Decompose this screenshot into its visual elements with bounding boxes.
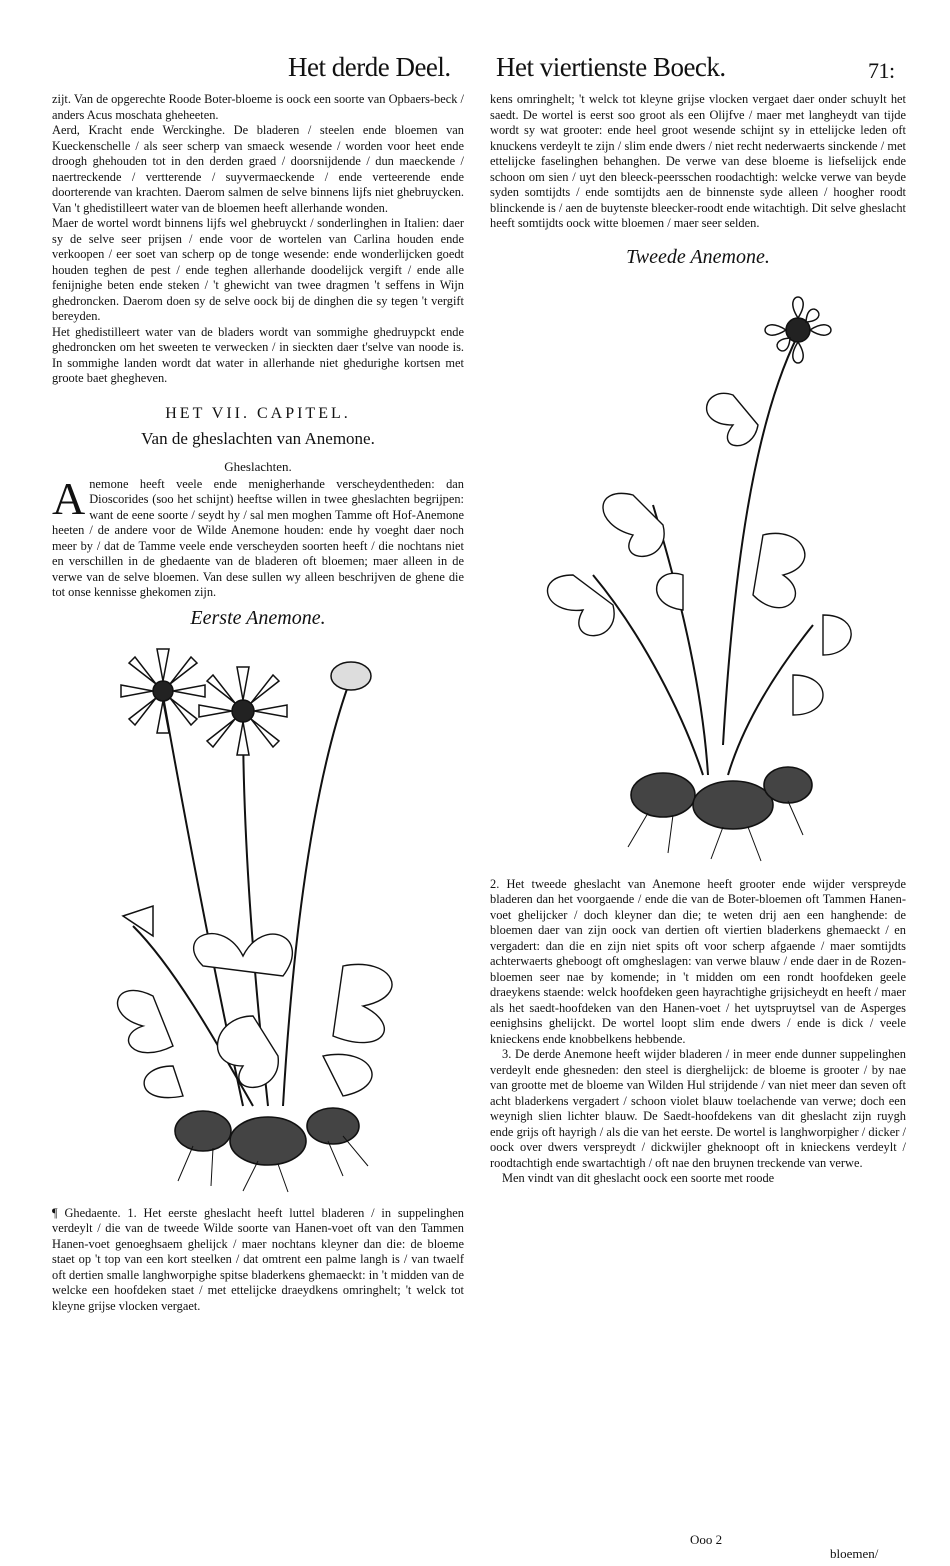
right-column: [490, 92, 906, 1187]
right-top-text: kens omringhelt; 't welck tot kleyne grijse vlocken vergaet daer onder schuylt het saedt. De wortel is eerst soo groot als een Olijfve / maer met langheydt van tijde wordt sy wat grooter: ende heel groot wesende schijnt sy in ettelijcke leden oft knuckens verdeylt te zijn / slim ende dwers / niet recht nederwaerts sinckende / met ettelijcke faselinghen behanghen. De verwe van dese bloeme is liefselijck ende schoon om sien / uyt den bleeck-peersschen roodachtigh: welcke verwe van beyde syden somtijdts / ende somtijdts aen de binnenste syde alleen / hoogher roodt blinckende is / aen de buytenste bleecker-roodt ende witachtigh. Dit selve gheslacht heeft somtijdts oock witte bloemen / maer seer selden.: [490, 92, 906, 230]
chapter-subtitle: Van de gheslachten van Anemone.: [141, 428, 375, 448]
running-head-left: Het derde Deel.: [288, 52, 451, 82]
intro-paragraph: zijt. Van de opgerechte Roode Boter-bloeme is oock een soorte van Opbaers-beck / anders Acus moschata gheheeten.: [52, 92, 464, 122]
plate-caption-second: Tweede Anemone.: [626, 245, 770, 268]
plate-caption-first: Eerste Anemone.: [190, 606, 326, 629]
running-head-right: Het viertienste Boeck.: [496, 52, 726, 82]
intro-paragraph: Het ghedistilleert water van de bladers wordt van sommighe ghedruypckt ende ghedroncken om het sweeten te verwecken / in sieckten daer t'selve van noode is. In sommighe landen wordt dat water in allerhande niet ghedurighe kortsen met groote baet ghegheven.: [52, 324, 464, 385]
second-anemone-woodcut: [533, 275, 863, 865]
intro-paragraph: Aerd, Kracht ende Werckinghe. De bladeren / steelen ende bloemen van Kueckenschelle / als seer scherp van smaeck wesende / worden voor heet ende droogh ghehouden tot in den derden graed / doorsnijdende / dun maeckende / naertreckende / vertterende / suyvermaeckende / ende verteerende ende doorterende van krachten. Daerom salmen de selve binnens lijfs niet ghebruycken. Van 't ghedistilleert water van de bloemen heeft allerhande wonden.: [52, 123, 464, 215]
chapter-title: HET VII. CAPITEL.: [165, 404, 351, 422]
flower-head: [765, 297, 831, 363]
first-anemone-woodcut: [93, 636, 423, 1196]
signature-mark: Ooo 2: [690, 1532, 723, 1547]
intro-paragraph: Maer de wortel wordt binnens lijfs wel ghebruyckt / sonderlinghen in Italien: daer sy de selve seer prijsen / ende voor de wortelen van Carlina houden ende verkoopen / eer soet van scherp op de tonge wesende: ende wonderlijcken goedt houden teghen de pest / ende teghen allerhande doodelijck vergift / ende alle fenijnighe beten ende steken / 't ghewicht van twee dragmen 't seffens in Wijn ghedroncken. Daerom doen sy de selve oock bij de dinghen die sy tegen 't vergift bereyden.: [52, 216, 464, 323]
section-text: [52, 472, 464, 601]
section-heading: Gheslachten.: [224, 458, 292, 474]
description-text: ¶ Ghedaente. 1. Het eerste gheslacht heeft luttel bladeren / in suppelinghen verdeylt / die van de tweede Wilde soorte van Hanen-voet oft van den Tammen Hanen-voet genoeghsaem ghelijck / maer nochtans kleyner dan die: de bloeme staet op 't top van een kort steelken / dat omtrent een palme langh is / van twaelf oft dertien smalle langhworpighe spitse bladerkens ghemaeckt: in 't midden van de welcke een hoofdeken staet / met ettelijcke draeydkens omringhelt; 't welck tot kleyne grijse vlocken vergaet.: [52, 1205, 464, 1313]
flower-head: [121, 649, 371, 936]
left-column: [52, 92, 464, 1314]
paragraph-third-kind: 3. De derde Anemone heeft wijder bladeren / in meer ende dunner suppelinghen verdeylt ende ghesneden: den steel is dierghelijck: de bloeme is grooter / by nae van grootte met de bloeme van Wilden Hul strijdende / van niet meer dan seven oft acht bladerkens vergadert / schoon violet blauw toelachende van verwe; doch een weynigh slien lichter blauw. De Saedt-hoofdekens van dit gheslacht zijn ruygh ende grijs oft hayrigh / als die van het eerste. De wortel is langhworpigher / dicker / oock over dwers verspreydt / dickwijler gheknoopt oft in knieckens verdeylt / roodtachtigh ende swartachtigh / oft nae den bruynen treckende van verwe.: [490, 1047, 906, 1170]
paragraph-second-kind: 2. Het tweede gheslacht van Anemone heeft grooter ende wijder verspreyde bladeren dan het voorgaende / ende die van de Boter-bloemen oft Tammen Hanen-voet ghelijcker / doch kleyner dan die; te weten drij aen een hanghende: de bloemen daer van zijn oock van dertien oft viertien bladerkens ghemaeckt / en vergadert: dan die en zijn niet spits oft voor scherp afgaende / maer somtijdts achterwaerts gheboogt oft omgheslagen: van verwe blauw / ende daer in de Rozen-bloemen seer nae by komende; in 't midden om een rondt hoofdeken geele draeykens staende: welck hoofdeken geen hayrachtighe grijsicheydt en heeft / maer als het saedt-hoofdeken van den Hanen-voet / het uytspruytsel van de Asperges eenighsins ghelijckt. De wortel loopt slim ende dwers / ende is dick / veele knieckens ende knobbelkens hebbende.: [490, 876, 906, 1046]
section-body: nemone heeft veele ende menigherhande verscheydentheden: dan Dioscorides (soo het schijnt) heeftse willen in twee gheslachten begrijpen: want de eene soorte / seydt hy / sal men moghen Tamme oft Hof-Anemone heeten / de andere voor de Wilde Anemone houden: ende hy voeght daer noch meer by / dat de Tamme veele ende verscheyden soorten heeft / die nochtans niet en verschillen in de ghedaente van de bladeren oft bloemen; maer alleen in de verwe van de selve bloemen. Van dese sullen wy alleen beschrijven de ghene die tot onse kennisse ghekomen zijn.: [52, 476, 464, 599]
catchword: bloemen/: [830, 1546, 879, 1561]
intro-text: [52, 92, 464, 387]
page-number: 71:: [868, 58, 895, 83]
paragraph-closing: Men vindt van dit gheslacht oock een soorte met roode: [502, 1171, 775, 1185]
drop-cap: A: [52, 472, 86, 524]
